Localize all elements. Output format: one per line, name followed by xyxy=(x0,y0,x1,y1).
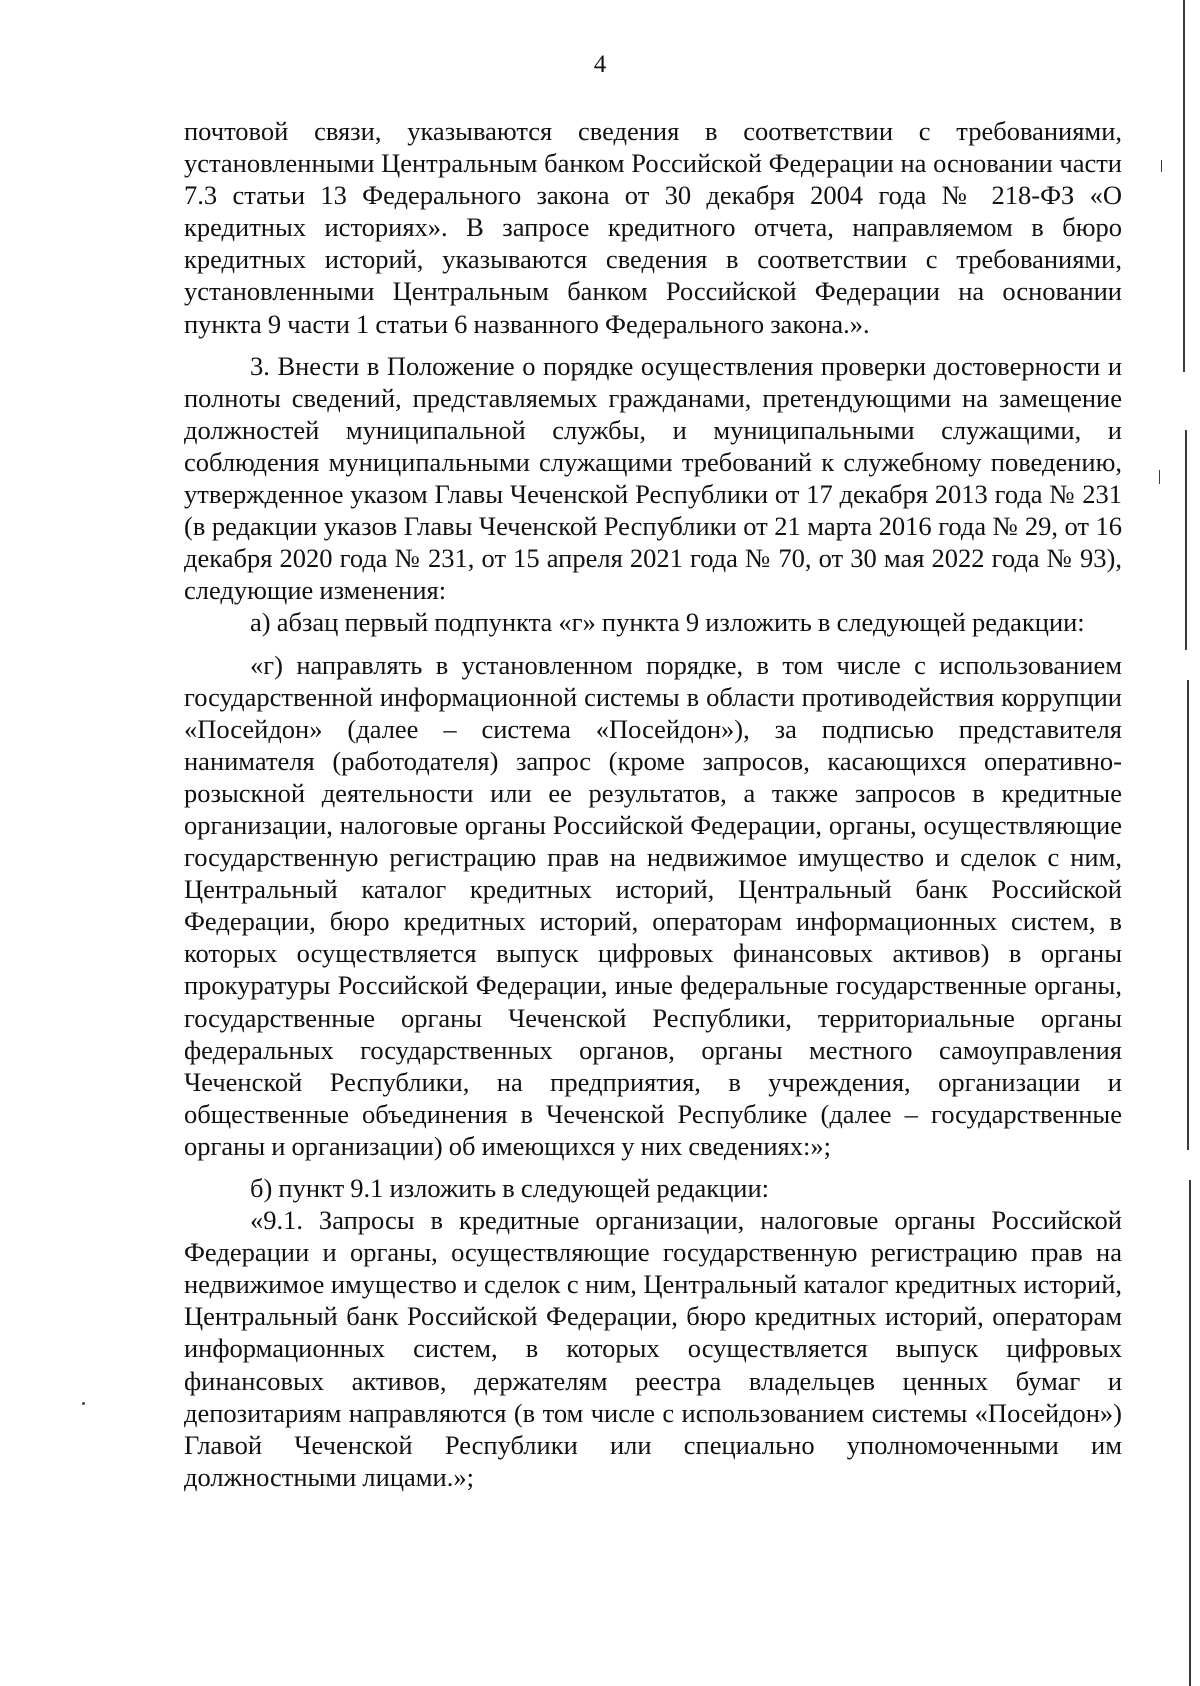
scan-dot xyxy=(82,1402,85,1405)
paragraph-continuation: почтовой связи, указываются сведения в соответствии с требованиями, установленными Центральным банком Российской Федерации на основании части 7.3 статьи 13 Федерального закона от 30 декабря 2004 года № 218-ФЗ «О кредитных историях». В запросе кредитного отчета, направляемом в бюро кредитных историй, указываются сведения в соответствии с требованиями, установленными Центральным банком Российской Федерации на основании пункта 9 части 1 статьи 6 названного Федерального закона.». xyxy=(184,116,1122,339)
scan-edge-line-upper xyxy=(1185,430,1187,650)
paragraph-subitem-a: а) абзац первый подпункта «г» пункта 9 изложить в следующей редакции: xyxy=(250,607,1085,638)
document-body xyxy=(184,115,1122,1493)
page-number: 4 xyxy=(593,51,607,78)
scan-edge-tick xyxy=(1161,160,1162,172)
paragraph-quote-9-1: «9.1. Запросы в кредитные организации, налоговые органы Российской Федерации и органы, осуществляющие государственную регистрацию прав на недвижимое имущество и сделок с ним, Центральный каталог кредитных историй, Центральный банк Российской Федерации, бюро кредитных историй, операторам информационных систем, в которых осуществляется выпуск цифровых финансовых активов, держателям реестра владельцев ценных бумаг и депозитариям направляются (в том числе с использованием системы «Посейдон») Главой Чеченской Республики или специально уполномоченными им должностными лицами.»; xyxy=(184,1205,1122,1492)
scan-edge-tick xyxy=(1159,470,1160,484)
scan-edge-line-lower xyxy=(1189,1180,1191,1686)
scan-edge-line-top xyxy=(1183,0,1185,372)
paragraph-quote-g: «г) направлять в установленном порядке, в том числе с использованием государственной информационной системы в области противодействия коррупции «Посейдон» (далее – система «Посейдон»), за подписью представителя нанимателя (работодателя) запрос (кроме запросов, касающихся оперативно-розыскной деятельности или ее результатов, а также запросов в кредитные организации, налоговые органы Российской Федерации, органы, осуществляющие государственную регистрацию прав на недвижимое имущество и сделок с ним, Центральный каталог кредитных историй, Центральный банк Российской Федерации, бюро кредитных историй, операторам информационных систем, в которых осуществляется выпуск цифровых финансовых активов) в органы прокуратуры Российской Федерации, иные федеральные государственные органы, государственные органы Чеченской Республики, территориальные органы федеральных государственных органов, органы местного самоуправления Чеченской Республики, на предприятия, в учреждения, организации и общественные объединения в Чеченской Республике (далее – государственные органы и организации) об имеющихся у них сведениях:»; xyxy=(184,649,1122,1161)
scan-edge-line-middle xyxy=(1187,680,1189,1150)
paragraph-item-3: 3. Внести в Положение о порядке осуществления проверки достоверности и полноты сведений, представляемых гражданами, претендующими на замещение должностей муниципальной службы, и муниципальными служащими, и соблюдения муниципальными служащими требований к служебному поведению, утвержденное указом Главы Чеченской Республики от 17 декабря 2013 года № 231 (в редакции указов Главы Чеченской Республики от 21 марта 2016 года № 29, от 16 декабря 2020 года № 231, от 15 апреля 2021 года № 70, от 30 мая 2022 года № 93), следующие изменения: xyxy=(184,350,1122,606)
paragraph-subitem-b: б) пункт 9.1 изложить в следующей редакции: xyxy=(250,1173,770,1203)
